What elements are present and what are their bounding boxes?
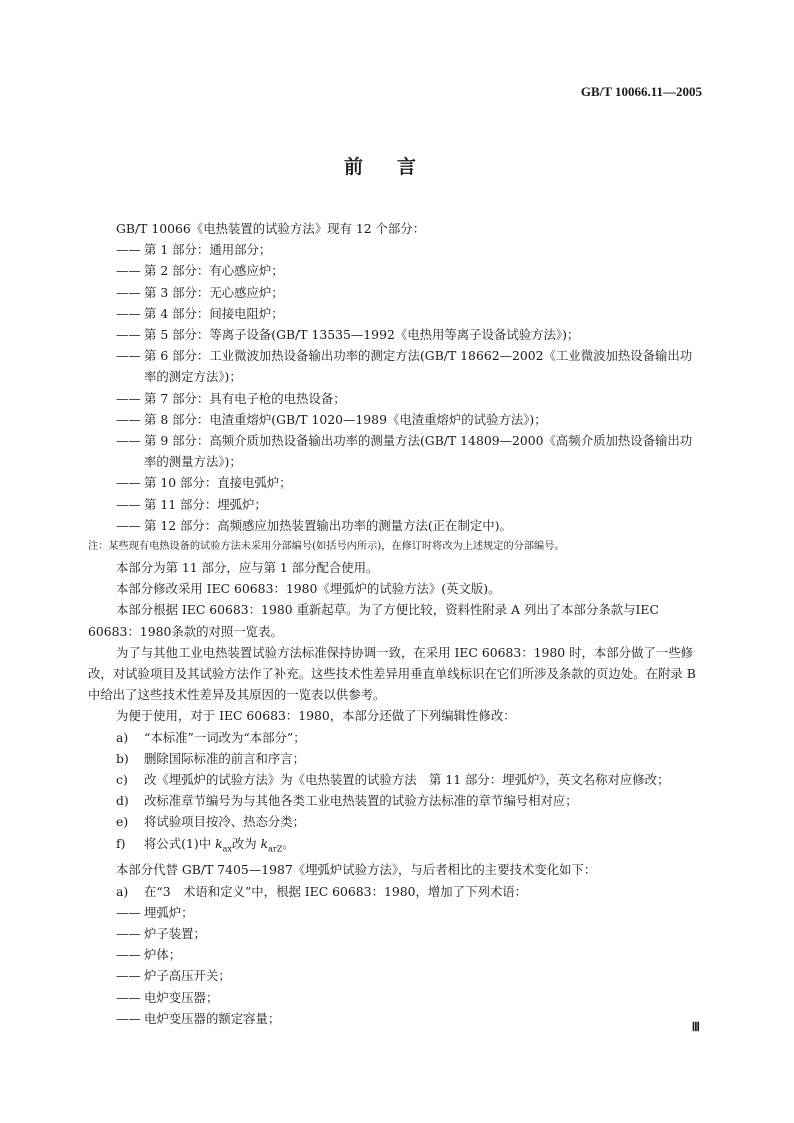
part-item: [88, 324, 704, 345]
list-text: 埋弧炉；: [144, 904, 194, 920]
term-item: [88, 902, 704, 923]
edits-list: [116, 727, 704, 833]
list-marker: b): [116, 750, 129, 766]
part-item: [88, 388, 704, 409]
list-text: 第 5 部分：等离子设备(GB/T 13535—1992《电热用等离子设备试验方法》)；: [144, 327, 580, 343]
list-item: [116, 881, 704, 902]
dash-marker: ——: [116, 390, 141, 406]
list-text: 第 2 部分：有心感应炉；: [144, 263, 284, 279]
list-text: 炉子装置；: [144, 925, 206, 941]
dash-marker: ——: [116, 411, 141, 427]
list-text: 第 7 部分：具有电子枪的电热设备；: [144, 390, 346, 406]
list-item: [116, 769, 704, 790]
paragraph: 本部分修改采用 IEC 60683：1980《埋弧炉的试验方法》(英文版)。: [116, 581, 501, 597]
list-text: 电炉变压器；: [144, 989, 219, 1005]
dash-marker: ——: [116, 242, 141, 258]
list-item: [116, 811, 704, 832]
dash-marker: ——: [116, 904, 141, 920]
term-item: [88, 944, 704, 965]
list-item: [116, 727, 704, 748]
list-marker: d): [116, 793, 129, 809]
part-item: [88, 345, 704, 387]
dash-marker: ——: [116, 433, 141, 449]
dash-marker: ——: [116, 947, 141, 963]
part-item: [88, 409, 704, 430]
part-item: [88, 515, 704, 536]
dash-marker: ——: [116, 989, 141, 1005]
list-text: 在“3 术语和定义”中，根据 IEC 60683：1980，增加了下列术语：: [144, 883, 528, 899]
dash-marker: ——: [116, 925, 141, 941]
list-text: 将公式(1)中 $k_{ax}$改为 $k_{arZ}$。: [144, 835, 295, 854]
list-text: 第 6 部分：工业微波加热设备输出功率的测定方法(GB/T 18662—2002《工业微波加热设备输出功率的测定方法》)；: [144, 348, 693, 385]
paragraph: 本部分为第 11 部分，应与第 1 部分配合使用。: [116, 560, 379, 576]
term-item: [88, 987, 704, 1008]
list-text: “本标准”一词改为“本部分”；: [144, 729, 306, 745]
list-text: 炉子高压开关；: [144, 968, 231, 984]
part-item: [88, 494, 704, 515]
paragraph: 本部分代替 GB/T 7405—1987《埋弧炉试验方法》，与后者相比的主要技术变化如下：: [116, 862, 597, 878]
list-marker: a): [116, 883, 129, 899]
list-text: 改《埋弧炉的试验方法》为《电热装置的试验方法 第 11 部分：埋弧炉》，英文名称对应修改；: [144, 772, 670, 788]
list-marker: f): [116, 835, 126, 851]
dash-marker: ——: [116, 263, 141, 279]
list-text: 删除国际标准的前言和序言；: [144, 750, 306, 766]
dash-marker: ——: [116, 1010, 141, 1026]
standard-number: GB/T 10066.11—2005: [580, 84, 702, 99]
list-text: 第 4 部分：间接电阻炉；: [144, 305, 284, 321]
parts-list: [116, 239, 704, 536]
list-marker: c): [116, 772, 128, 788]
list-text: 第 9 部分：高频介质加热设备输出功率的测量方法(GB/T 14809—2000《高频介质加热设备输出功率的测量方法》)；: [144, 433, 693, 470]
list-text: 第 1 部分：通用部分；: [144, 242, 272, 258]
dash-marker: ——: [116, 348, 141, 364]
list-text: 第 10 部分：直接电弧炉；: [144, 475, 292, 491]
paragraph: 为了与其他工业电热装置试验方法标准保持协调一致，在采用 IEC 60683：1980 时，本部分做了一些修改，对试验项目及其试验方法作了补充。这些技术性差异用垂直单线标识在它们所涉及条款的页边处。在附录 B 中给出了这些技术性差异及其原因的一览表以供参考。: [88, 644, 696, 703]
terms-list: [116, 902, 704, 1029]
part-item: [88, 239, 704, 260]
term-item: [88, 965, 704, 986]
document-body: [88, 218, 704, 1029]
dash-marker: ——: [116, 305, 141, 321]
list-marker: e): [116, 814, 129, 830]
part-item: [88, 303, 704, 324]
term-item: [88, 1008, 704, 1029]
list-text: 改标准章节编号为与其他各类工业电热装置的试验方法标准的章节编号相对应；: [144, 793, 578, 809]
list-marker: a): [116, 729, 129, 745]
list-item: [116, 790, 704, 811]
intro-paragraph: GB/T 10066《电热装置的试验方法》现有 12 个部分：: [116, 221, 426, 236]
note-paragraph: 注：某些现有电热设备的试验方法未采用分部编号(如括号内所示)，在修订时将改为上述规定的分部编号。: [88, 541, 565, 553]
list-item: [116, 833, 704, 860]
part-item: [88, 260, 704, 281]
paragraph: 本部分根据 IEC 60683：1980 重新起草。为了方便比较，资料性附录 A 列出了本部分条款与IEC 60683：1980条款的对照一览表。: [88, 602, 659, 639]
part-item: [88, 430, 704, 472]
list-text: 炉体；: [144, 947, 182, 963]
list-text: 将试验项目按冷、热态分类；: [144, 814, 306, 830]
paragraph: 为便于使用，对于 IEC 60683：1980，本部分还做了下列编辑性修改：: [116, 708, 516, 724]
part-item: [88, 282, 704, 303]
list-text: 电炉变压器的额定容量；: [144, 1010, 281, 1026]
dash-marker: ——: [116, 284, 141, 300]
list-item: [116, 748, 704, 769]
dash-marker: ——: [116, 475, 141, 491]
term-item: [88, 923, 704, 944]
part-item: [88, 472, 704, 493]
list-text: 第 3 部分：无心感应炉；: [144, 284, 284, 300]
dash-marker: ——: [116, 327, 141, 343]
list-text: 第 12 部分：高频感应加热装置输出功率的测量方法(正在制定中)。: [144, 517, 512, 533]
page-number: Ⅲ: [691, 1020, 700, 1034]
list-text: 第 11 部分：埋弧炉；: [144, 496, 267, 512]
list-text: 第 8 部分：电渣重熔炉(GB/T 1020—1989《电渣重熔炉的试验方法》)；: [144, 411, 547, 427]
page-title: 前言: [343, 156, 450, 178]
dash-marker: ——: [116, 968, 141, 984]
dash-marker: ——: [116, 517, 141, 533]
dash-marker: ——: [116, 496, 141, 512]
